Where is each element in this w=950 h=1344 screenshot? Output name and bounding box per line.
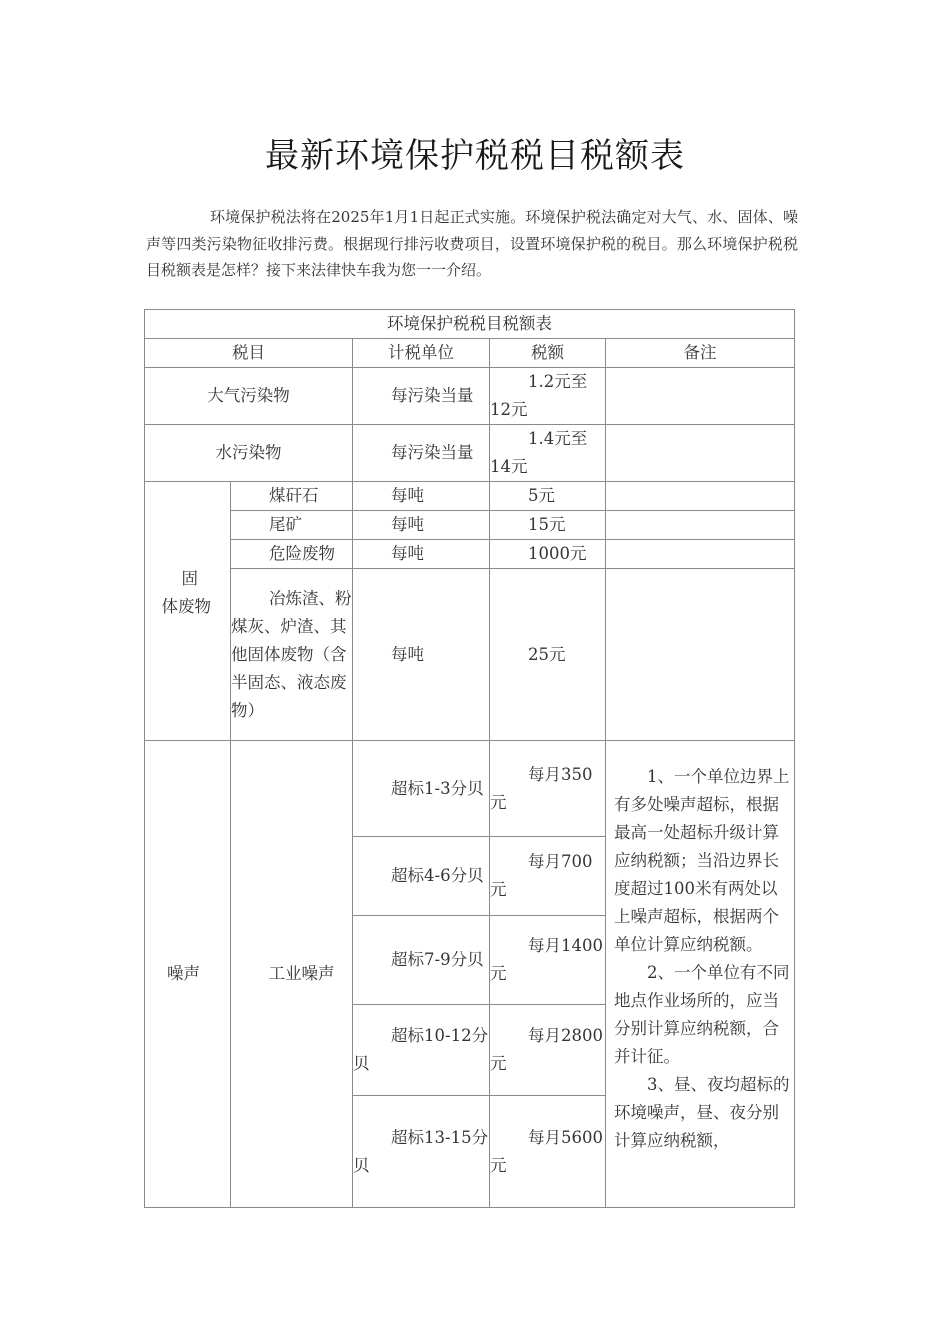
solid-row-amount: 15元 (490, 511, 606, 540)
solid-row-unit: 每吨 (353, 569, 490, 741)
noise-sub-text: 工业噪声 (268, 964, 335, 983)
air-amount (490, 368, 606, 425)
solid-row-unit: 每吨 (353, 482, 490, 511)
table-row (145, 741, 795, 837)
noise-level-text: 超标1-3分贝 (391, 778, 484, 798)
solid-name-text: 固体废物 (161, 569, 211, 616)
water-note (606, 425, 795, 482)
table-caption: 环境保护税税目税额表 (145, 310, 795, 339)
intro-paragraph: 环境保护税法将在2025年1月1日起正式实施。环境保护税法确定对大气、水、固体、噪声等四类污染物征收排污费。根据现行排污收费项目，设置环境保护税的税目。那么环境保护税税目税额表是怎样？接下来法律快车我为您一一介绍。 (146, 208, 798, 279)
noise-amount (490, 741, 606, 837)
solid-name (145, 482, 231, 741)
table-row (145, 425, 795, 482)
noise-level-text: 超标7-9分贝 (391, 950, 484, 969)
noise-amount (490, 1005, 606, 1096)
noise-amount (490, 837, 606, 916)
water-unit: 每污染当量 (353, 425, 490, 482)
noise-level-text: 超标13-15分贝 (353, 1127, 489, 1175)
noise-level-text: 超标10-12分贝 (353, 1026, 489, 1073)
header-amount: 税额 (490, 339, 606, 368)
table-caption-row (145, 310, 795, 339)
air-note (606, 368, 795, 425)
noise-level-text: 超标4-6分贝 (391, 866, 484, 885)
noise-note: 3、昼、夜均超标的环境噪声，昼、夜分别计算应纳税额， (614, 1075, 790, 1150)
noise-level (353, 916, 490, 1005)
solid-row-unit: 每吨 (353, 511, 490, 540)
header-unit: 计税单位 (353, 339, 490, 368)
noise-level (353, 1096, 490, 1208)
solid-row-note (606, 482, 795, 511)
solid-row-note (606, 569, 795, 741)
water-name: 水污染物 (145, 425, 353, 482)
header-item: 税目 (145, 339, 353, 368)
table-row (145, 569, 795, 741)
solid-row-name-text: 冶炼渣、粉煤灰、炉渣、其他固体废物（含半固态、液态废物） (231, 588, 352, 720)
solid-row-amount: 1000元 (490, 540, 606, 569)
noise-note: 1、一个单位边界上有多处噪声超标，根据最高一处超标升级计算应纳税额；当沿边界长度超过100米有两处以上噪声超标，根据两个单位计算应纳税额。 (614, 767, 790, 954)
table-row (145, 540, 795, 569)
water-amount (490, 425, 606, 482)
tax-rate-table (144, 309, 795, 1208)
noise-level (353, 741, 490, 837)
noise-amount-text: 每月350元 (490, 764, 593, 812)
noise-note: 2、一个单位有不同地点作业场所的，应当分别计算应纳税额，合并计征。 (614, 963, 790, 1066)
solid-row-note (606, 511, 795, 540)
water-amount-text: 1.4元至14元 (490, 429, 588, 476)
noise-name (145, 741, 231, 1208)
noise-amount-text: 每月2800元 (490, 1026, 603, 1073)
air-unit: 每污染当量 (353, 368, 490, 425)
solid-row-name: 尾矿 (231, 511, 353, 540)
noise-notes (606, 741, 795, 1208)
noise-amount-text: 每月700元 (490, 852, 593, 899)
table-row (145, 482, 795, 511)
solid-row-unit: 每吨 (353, 540, 490, 569)
solid-row-name (231, 569, 353, 741)
noise-sub (231, 741, 353, 1208)
noise-amount (490, 1096, 606, 1208)
table-row (145, 511, 795, 540)
noise-amount-text: 每月5600元 (490, 1127, 603, 1175)
solid-row-amount: 25元 (490, 569, 606, 741)
solid-row-name: 危险废物 (231, 540, 353, 569)
table-header-row (145, 339, 795, 368)
solid-row-name: 煤矸石 (231, 482, 353, 511)
document-title: 最新环境保护税税目税额表 (265, 136, 685, 176)
air-amount-text: 1.2元至12元 (490, 372, 588, 419)
noise-level (353, 837, 490, 916)
noise-amount-text: 每月1400元 (490, 936, 603, 983)
table-row (145, 368, 795, 425)
solid-row-amount: 5元 (490, 482, 606, 511)
air-name: 大气污染物 (145, 368, 353, 425)
solid-row-note (606, 540, 795, 569)
noise-amount (490, 916, 606, 1005)
noise-level (353, 1005, 490, 1096)
header-note: 备注 (606, 339, 795, 368)
noise-name-text: 噪声 (167, 964, 200, 983)
